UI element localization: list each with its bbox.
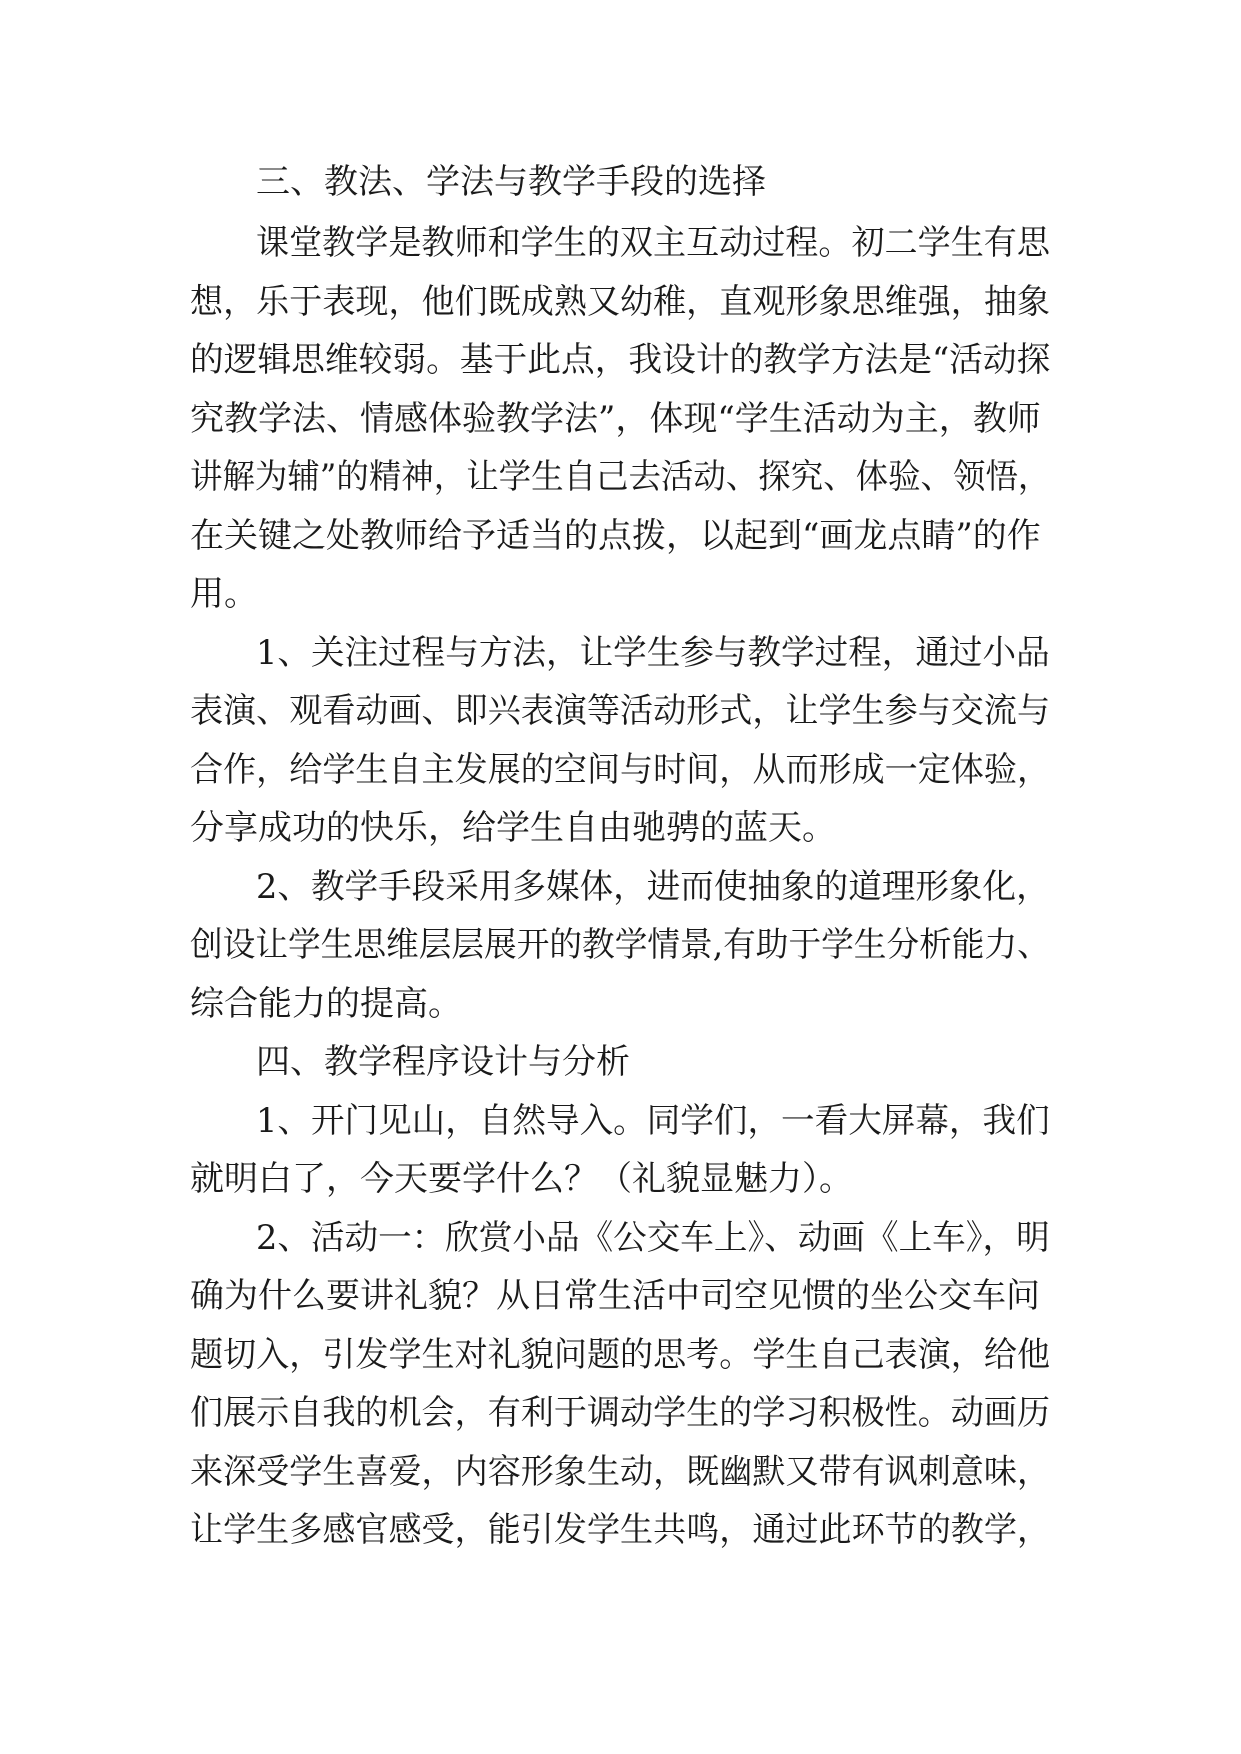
text-line: 就明白了，今天要学什么？（礼貌显魅力）。 bbox=[190, 1159, 853, 1199]
paragraph-line bbox=[0, 213, 1241, 273]
paragraph-line bbox=[0, 1383, 1241, 1443]
paragraph-line bbox=[0, 974, 1241, 1034]
text-line: 创设让学生思维层层展开的教学情景,有助于学生分析能力、 bbox=[190, 925, 1050, 965]
text-line: 合作，给学生自主发展的空间与时间，从而形成一定体验， bbox=[190, 750, 1051, 790]
paragraph-line bbox=[0, 1325, 1241, 1385]
text-line: 让学生多感官感受，能引发学生共鸣，通过此环节的教学， bbox=[190, 1510, 1051, 1550]
paragraph-line bbox=[0, 389, 1241, 449]
paragraph-line bbox=[0, 798, 1241, 858]
text-line: 2、活动一：欣赏小品《公交车上》、动画《上车》，明 bbox=[256, 1218, 1050, 1258]
text-line: 1、开门见山，自然导入。同学们，一看大屏幕，我们 bbox=[256, 1101, 1050, 1141]
paragraph-line bbox=[0, 447, 1241, 507]
text-line: 在关键之处教师给予适当的点拨，以起到“画龙点睛”的作 bbox=[190, 516, 1041, 556]
paragraph-line bbox=[0, 857, 1241, 917]
paragraph-line bbox=[0, 740, 1241, 800]
text-line: 1、关注过程与方法，让学生参与教学过程，通过小品 bbox=[256, 633, 1050, 673]
text-line: 用。 bbox=[190, 574, 258, 614]
paragraph-line bbox=[0, 1091, 1241, 1151]
text-line: 们展示自我的机会，有利于调动学生的学习积极性。动画历 bbox=[190, 1393, 1051, 1433]
text-line: 2、教学手段采用多媒体，进而使抽象的道理形象化， bbox=[256, 867, 1050, 907]
text-line: 四、教学程序设计与分析 bbox=[256, 1042, 630, 1082]
paragraph-line bbox=[0, 1266, 1241, 1326]
text-line: 综合能力的提高。 bbox=[190, 984, 462, 1024]
section-heading-4 bbox=[0, 1032, 1241, 1092]
paragraph-line bbox=[0, 330, 1241, 390]
text-line: 想，乐于表现，他们既成熟又幼稚，直观形象思维强，抽象 bbox=[190, 282, 1051, 322]
paragraph-line bbox=[0, 1500, 1241, 1560]
text-line: 分享成功的快乐，给学生自由驰骋的蓝天。 bbox=[190, 808, 836, 848]
text-line: 三、教法、学法与教学手段的选择 bbox=[256, 162, 766, 202]
text-line: 究教学法、情感体验教学法”，体现“学生活动为主，教师 bbox=[190, 399, 1041, 439]
text-line: 来深受学生喜爱，内容形象生动，既幽默又带有讽刺意味， bbox=[190, 1452, 1051, 1492]
text-line: 确为什么要讲礼貌？从日常生活中司空见惯的坐公交车问 bbox=[190, 1276, 1040, 1316]
section-heading-3 bbox=[0, 152, 1241, 212]
paragraph-line bbox=[0, 623, 1241, 683]
paragraph-line bbox=[0, 506, 1241, 566]
text-line: 讲解为辅”的精神，让学生自己去活动、探究、体验、领悟， bbox=[190, 457, 1051, 497]
paragraph-line bbox=[0, 1149, 1241, 1209]
text-line: 的逻辑思维较弱。基于此点，我设计的教学方法是“活动探 bbox=[190, 340, 1051, 380]
text-line: 课堂教学是教师和学生的双主互动过程。初二学生有思 bbox=[256, 223, 1050, 263]
paragraph-line bbox=[0, 272, 1241, 332]
text-line: 表演、观看动画、即兴表演等活动形式，让学生参与交流与 bbox=[190, 691, 1051, 731]
paragraph-line bbox=[0, 915, 1241, 975]
paragraph-line bbox=[0, 681, 1241, 741]
text-line: 题切入，引发学生对礼貌问题的思考。学生自己表演，给他 bbox=[190, 1335, 1051, 1375]
paragraph-line bbox=[0, 564, 1241, 624]
paragraph-line bbox=[0, 1442, 1241, 1502]
paragraph-line bbox=[0, 1208, 1241, 1268]
